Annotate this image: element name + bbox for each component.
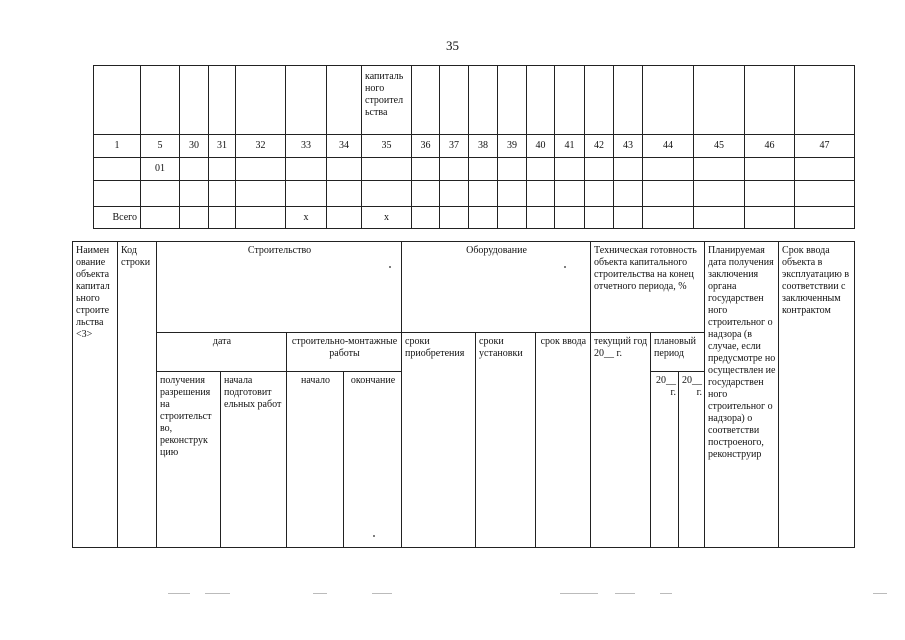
column-number-row [94,135,855,158]
works-header: строительно-монтажные работы [287,333,402,372]
row-code: 01 [141,158,180,181]
col-num: 42 [585,135,614,158]
total-col33: х [286,207,327,229]
total-row [94,207,855,229]
works-start: начало [287,372,344,548]
col-num: 37 [440,135,469,158]
planned-period-header: плановый период [651,333,705,372]
scan-speck [373,535,375,537]
total-label: Всего [94,207,141,229]
date-prep-works: начала подготовит ельных работ [221,372,287,548]
current-year-cell [591,333,651,548]
col-num: 30 [180,135,209,158]
col-num: 44 [643,135,694,158]
col-row-code: Код строки [118,242,157,548]
col-num: 34 [327,135,362,158]
table-row [94,158,855,181]
scan-line [205,593,230,594]
col-num: 5 [141,135,180,158]
commission-term: Срок ввода объекта в эксплуатацию в соответствии с заключенным контрактом [779,242,855,548]
header-row [94,66,855,135]
table-row [94,181,855,207]
scan-line [873,593,887,594]
continuation-table [93,65,855,229]
col-num: 38 [469,135,498,158]
scan-line [615,593,635,594]
col-num: 39 [498,135,527,158]
col-num: 33 [286,135,327,158]
header-cell-35: капиталь ного строител ьства [362,66,412,135]
col-num: 32 [236,135,286,158]
planned-conclusion-date: Планируемая дата получения заключения органа государствен ного строительног о надзора (в случае, если предусмотре но осуществлен ие государствен ного строительног о надзора) о соответстви построеного, реконструир [705,242,779,548]
col-num: 46 [745,135,795,158]
construction-header: Строительство [157,242,402,333]
col-num: 41 [555,135,585,158]
scan-line [660,593,672,594]
col-object-name: Наимен ование объекта капитал ьного строите льства <3> [73,242,118,548]
col-num: 43 [614,135,643,158]
scan-line [313,593,327,594]
col-num: 45 [694,135,745,158]
planned-year-1: 20__ г. [651,372,679,548]
col-num: 1 [94,135,141,158]
col-num: 36 [412,135,440,158]
date-header: дата [157,333,287,372]
col-num: 40 [527,135,555,158]
form-table [72,241,855,548]
col-num: 35 [362,135,412,158]
col-num: 47 [795,135,855,158]
scan-speck [564,266,566,268]
scan-line [372,593,392,594]
col-num: 31 [209,135,236,158]
readiness-header: Техническая готовность объекта капитального строительства на конец отчетного периода, % [591,242,705,333]
equipment-acquisition: сроки приобретения [402,333,476,548]
works-end: окончание [344,372,402,548]
planned-year-2: 20__ г. [679,372,705,548]
current-year-label: текущий год [594,336,648,347]
equipment-installation: сроки установки [476,333,536,548]
scan-line [168,593,190,594]
equipment-header: Оборудование [402,242,591,333]
header-row-1 [73,242,855,333]
date-permit: получения разрешения на строительст во, реконструк цию [157,372,221,548]
current-year-value: 20__ г. [594,348,623,359]
total-col35: х [362,207,412,229]
page-number: 35 [446,38,459,53]
equipment-entry: срок ввода [536,333,591,548]
scan-line [560,593,598,594]
scan-speck [389,266,391,268]
